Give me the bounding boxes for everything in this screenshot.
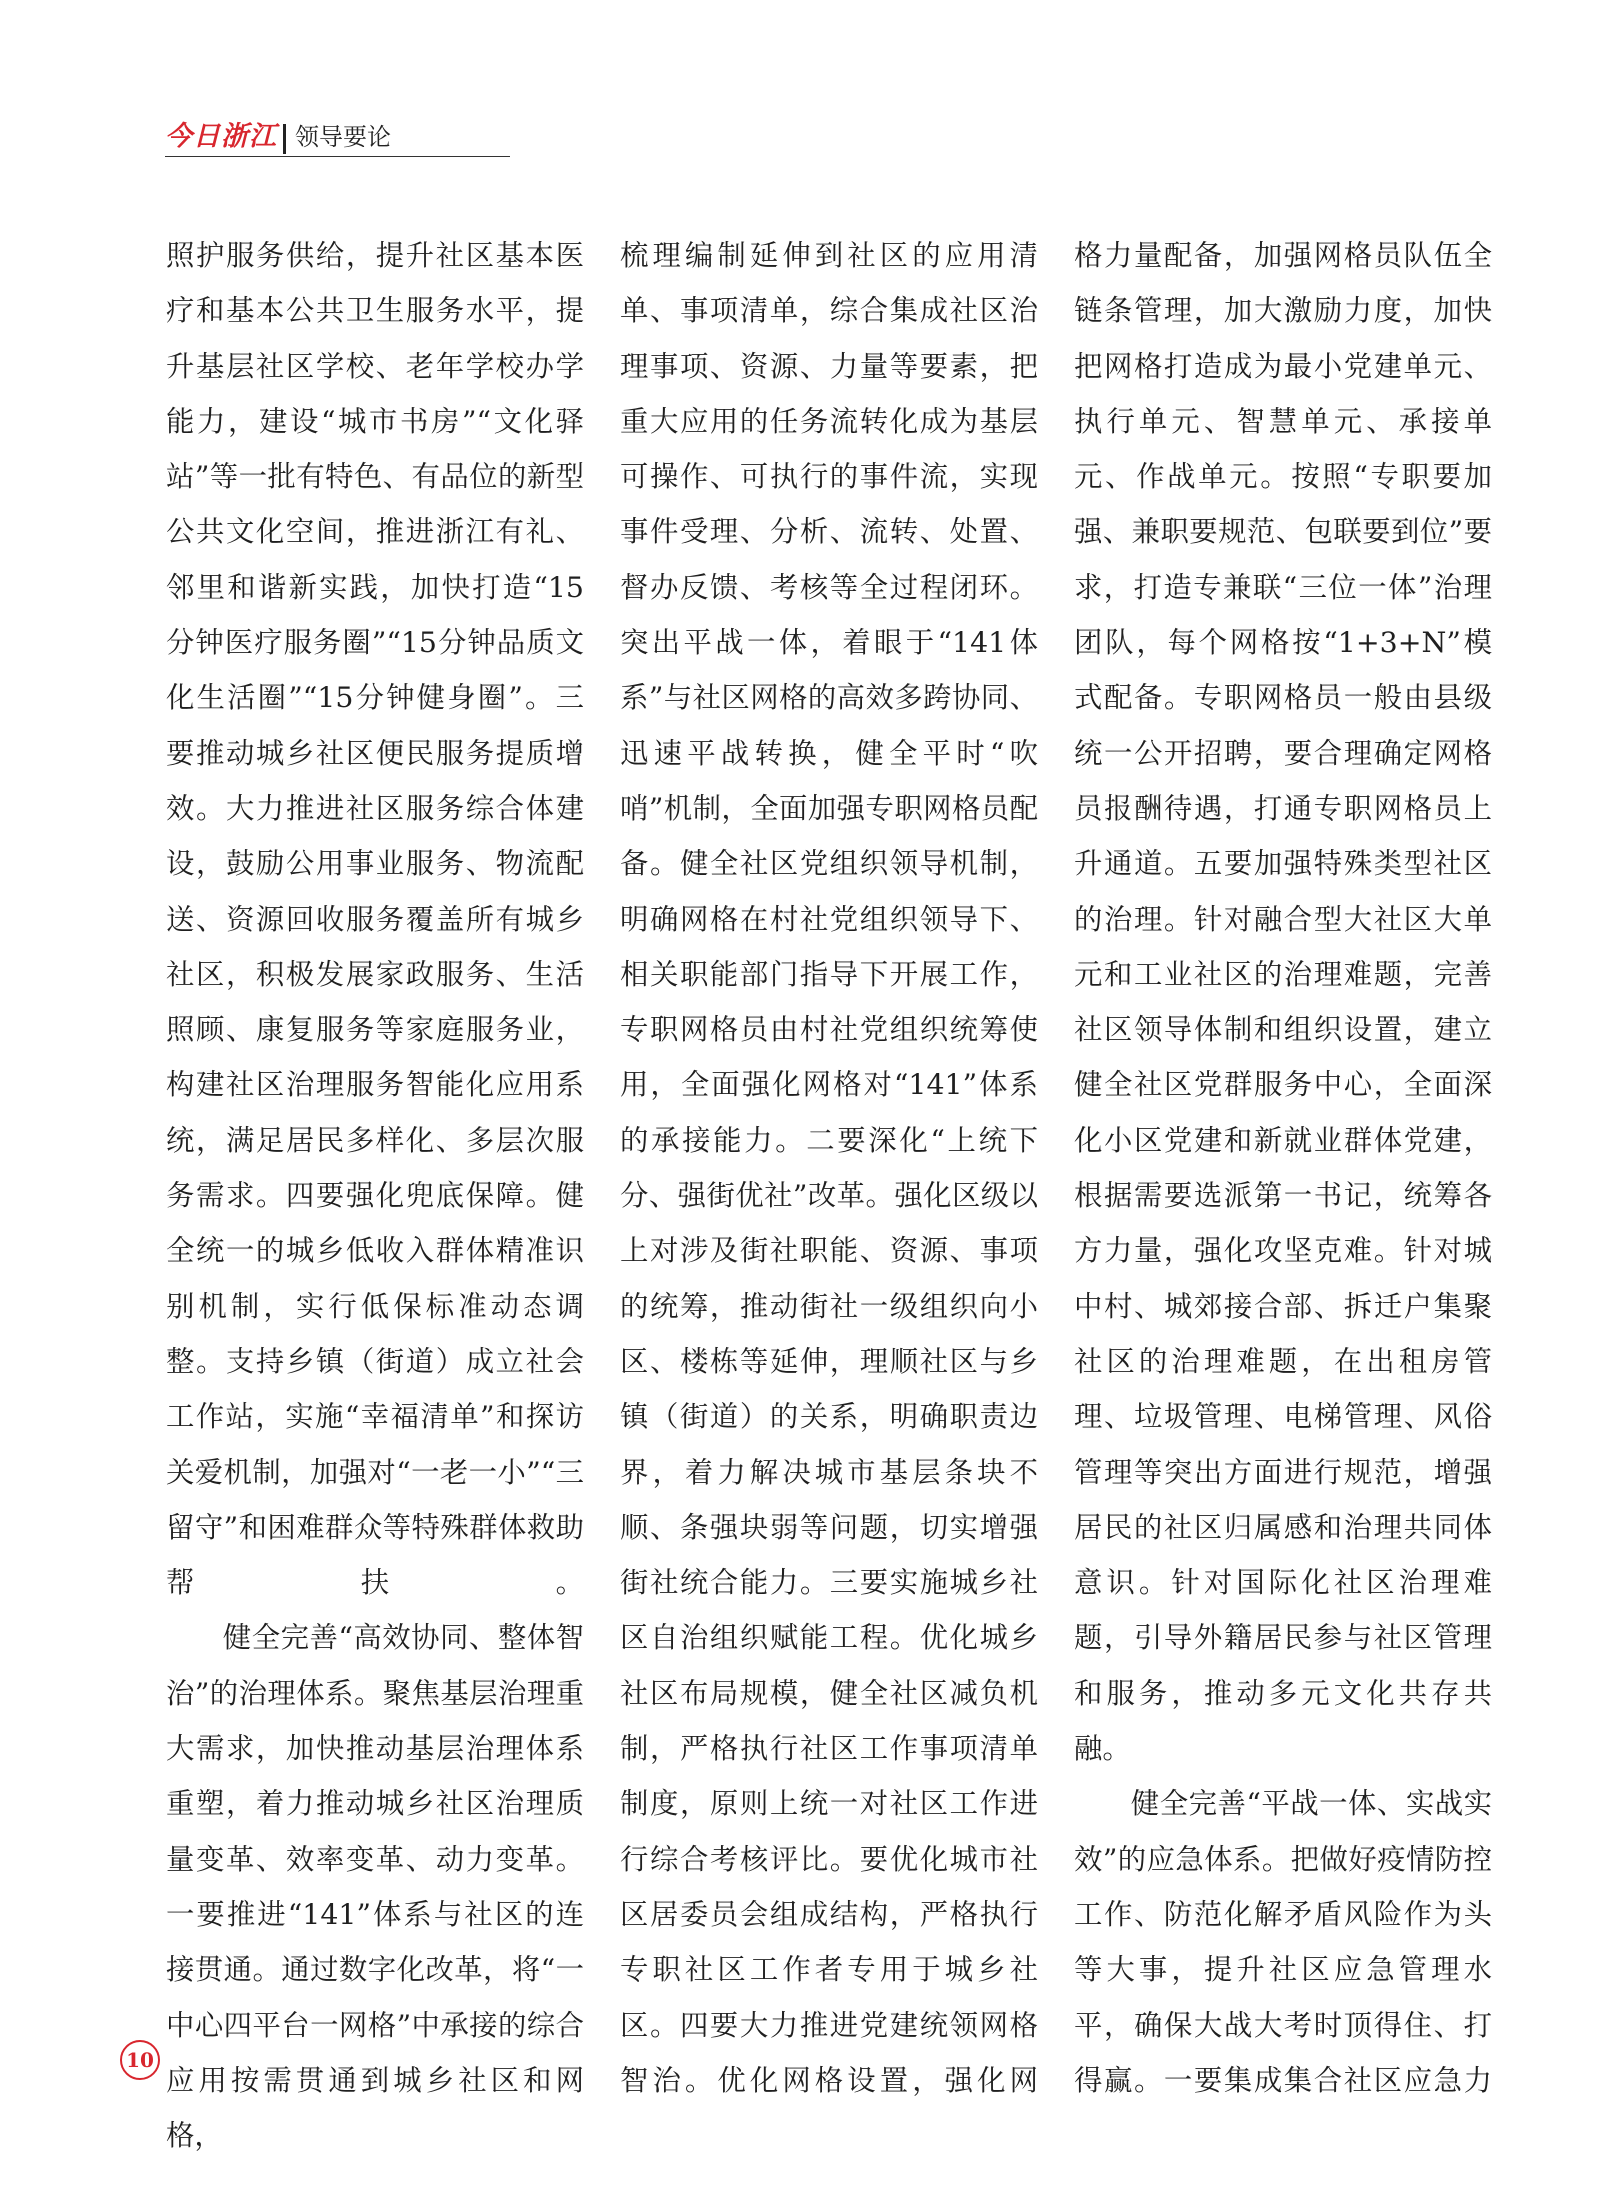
column-3 <box>1074 228 1492 2108</box>
paragraph: 健全完善“高效协同、整体智治”的治理体系。聚焦基层治理重大需求，加快推动基层治理体系重塑，着力推动城乡社区治理质量变革、效率变革、动力变革。一要推进“141”体系与社区的连接贯通。通过数字化改革，将“一中心四平台一网格”中承接的综合应用按需贯通到城乡社区和网格， <box>166 1621 584 2153</box>
column-2 <box>620 228 1038 2108</box>
paragraph: 格力量配备，加强网格员队伍全链条管理，加大激励力度，加快把网格打造成为最小党建单元、执行单元、智慧单元、承接单元、作战单元。按照“专职要加强、兼职要规范、包联要到位”要求，打造专兼联“三位一体”治理团队，每个网格按“1+3+N”模式配备。专职网格员一般由县级统一公开招聘，要合理确定网格员报酬待遇，打通专职网格员上升通道。五要加强特殊类型社区的治理。针对融合型大社区大单元和工业社区的治理难题，完善社区领导体制和组织设置，建立健全社区党群服务中心，全面深化小区党建和新就业群体党建，根据需要选派第一书记，统筹各方力量，强化攻坚克难。针对城中村、城郊接合部、拆迁户集聚社区的治理难题，在出租房管理、垃圾管理、电梯管理、风俗管理等突出方面进行规范，增强居民的社区归属感和治理共同体意识。针对国际化社区治理难题，引导外籍居民参与社区管理和服务，推动多元文化共存共融。 <box>1074 239 1492 1766</box>
magazine-logo: 今日浙江 <box>165 121 277 152</box>
page-number: 10 <box>120 2040 160 2080</box>
paragraph: 健全完善“平战一体、实战实效”的应急体系。把做好疫情防控工作、防范化解矛盾风险作为头等大事，提升社区应急管理水平，确保大战大考时顶得住、打得赢。一要集成集合社区应急力 <box>1074 1787 1492 2097</box>
section-title: 领导要论 <box>295 123 391 151</box>
paragraph: 照护服务供给，提升社区基本医疗和基本公共卫生服务水平，提升基层社区学校、老年学校办学能力，建设“城市书房”“文化驿站”等一批有特色、有品位的新型公共文化空间，推进浙江有礼、邻里和谐新实践，加快打造“15分钟医疗服务圈”“15分钟品质文化生活圈”“15分钟健身圈”。三要推动城乡社区便民服务提质增效。大力推进社区服务综合体建设，鼓励公用事业服务、物流配送、资源回收服务覆盖所有城乡社区，积极发展家政服务、生活照顾、康复服务等家庭服务业，构建社区治理服务智能化应用系统，满足居民多样化、多层次服务需求。四要强化兜底保障。健全统一的城乡低收入群体精准识别机制，实行低保标准动态调整。支持乡镇（街道）成立社会工作站，实施“幸福清单”和探访关爱机制，加强对“一老一小”“三留守”和困难群众等特殊群体救助帮扶。 <box>166 239 584 1600</box>
page-header <box>165 120 510 157</box>
header-divider <box>283 124 286 154</box>
paragraph: 梳理编制延伸到社区的应用清单、事项清单，综合集成社区治理事项、资源、力量等要素，把重大应用的任务流转化成为基层可操作、可执行的事件流，实现事件受理、分析、流转、处置、督办反馈、考核等全过程闭环。突出平战一体，着眼于“141体系”与社区网格的高效多跨协同、迅速平战转换，健全平时“吹哨”机制，全面加强专职网格员配备。健全社区党组织领导机制，明确网格在村社党组织领导下、相关职能部门指导下开展工作，专职网格员由村社党组织统筹使用，全面强化网格对“141”体系的承接能力。二要深化“上统下分、强街优社”改革。强化区级以上对涉及街社职能、资源、事项的统筹，推动街社一级组织向小区、楼栋等延伸，理顺社区与乡镇（街道）的关系，明确职责边界，着力解决城市基层条块不顺、条强块弱等问题，切实增强街社统合能力。三要实施城乡社区自治组织赋能工程。优化城乡社区布局规模，健全社区减负机制，严格执行社区工作事项清单制度，原则上统一对社区工作进行综合考核评比。要优化城市社区居委员会组成结构，严格执行专职社区工作者专用于城乡社区。四要大力推进党建统领网格智治。优化网格设置，强化网 <box>620 239 1038 2097</box>
column-1 <box>166 228 584 2163</box>
